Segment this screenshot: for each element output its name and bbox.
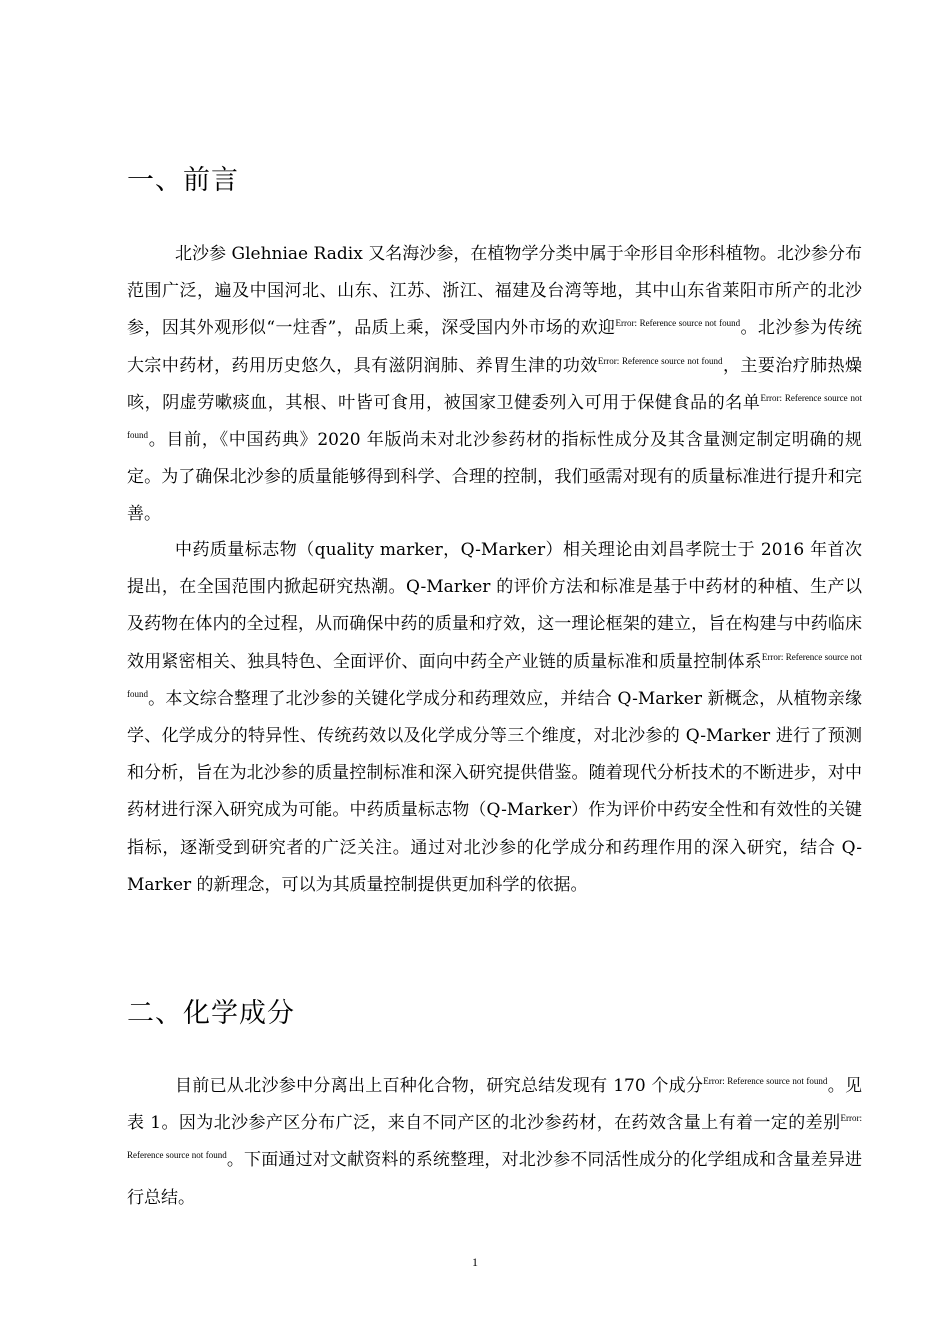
page-number: 1	[472, 1255, 478, 1269]
paragraph-introduction-2	[127, 532, 862, 904]
paragraph-text: 北沙参 Glehniae Radix 又名海沙参，在植物学分类中属于伞形目伞形科植物。北沙参分布范围广泛，遍及中国河北、山东、江苏、浙江、福建及台湾等地，其中山东省莱阳市所产的北沙参，因其外观形似“一炷香”，品质上乘，深受国内外市场的欢迎	[127, 244, 862, 339]
paragraph-text: 。目前，《中国药典》2020 年版尚未对北沙参药材的指标性成分及其含量测定制定明确的规定。为了确保北沙参的质量能够得到科学、合理的控制，我们亟需对现有的质量标准进行提升和完善。	[127, 430, 862, 525]
reference-error-citation: Error: Reference source not found	[615, 318, 741, 329]
reference-error-citation: Error: Reference source not found	[597, 355, 723, 366]
paragraph-text: 。见表 1。因为北沙参产区分布广泛，来自不同产区的北沙参药材，在药效含量上有着一定的差别	[127, 1076, 863, 1134]
paragraph-text: 。下面通过对文献资料的系统整理，对北沙参不同活性成分的化学组成和含量差异进行总结。	[127, 1150, 862, 1208]
section-heading-chemical-composition: 二、化学成分	[127, 998, 295, 1029]
reference-error-citation: Error: Reference source not found	[127, 1113, 862, 1161]
paragraph-text: ，主要治疗肺热燥咳，阴虚劳嗽痰血，其根、叶皆可食用，被国家卫健委列入可用于保健食品的名单	[127, 355, 863, 413]
paragraph-text: 。北沙参为传统大宗中药材，药用历史悠久，具有滋阴润肺、养胃生津的功效	[127, 318, 863, 376]
reference-error-citation: Error: Reference source not found	[127, 392, 863, 441]
paragraph-text: 。本文综合整理了北沙参的关键化学成分和药理效应，并结合 Q-Marker 新概念，从植物亲缘学、化学成分的特异性、传统药效以及化学成分等三个维度，对北沙参的 Q-Marker 进行了预测和分析，旨在为北沙参的质量控制标准和深入研究提供借鉴。随着现代分析技术的不断进步，对中药材进行深入研究成为可能。中药质量标志物（Q-Marker）作为评价中药安全性和有效性的关键指标，逐渐受到研究者的广泛关注。通过对北沙参的化学成分和药理作用的深入研究，结合 Q-Marker 的新理念，可以为其质量控制提供更加科学的依据。	[127, 688, 862, 895]
reference-error-citation: Error: Reference source not found	[127, 651, 862, 699]
section-heading-introduction: 一、前言	[127, 165, 239, 196]
paragraph-introduction-1	[127, 236, 862, 534]
paragraph-text: 中药质量标志物（quality marker，Q-Marker）相关理论由刘昌孝院士于 2016 年首次提出，在全国范围内掀起研究热潮。Q-Marker 的评价方法和标准是基于中药材的种植、生产以及药物在体内的全过程，从而确保中药的质量和疗效，这一理论框架的建立，旨在构建与中药临床效用紧密相关、独具特色、全面评价、面向中药全产业链的质量标准和质量控制体系	[127, 540, 862, 672]
paragraph-text: 目前已从北沙参中分离出上百种化合物，研究总结发现有 170 个成分	[175, 1076, 704, 1096]
paragraph-chemical-composition-1	[127, 1068, 862, 1217]
reference-error-citation: Error: Reference source not found	[703, 1076, 828, 1086]
